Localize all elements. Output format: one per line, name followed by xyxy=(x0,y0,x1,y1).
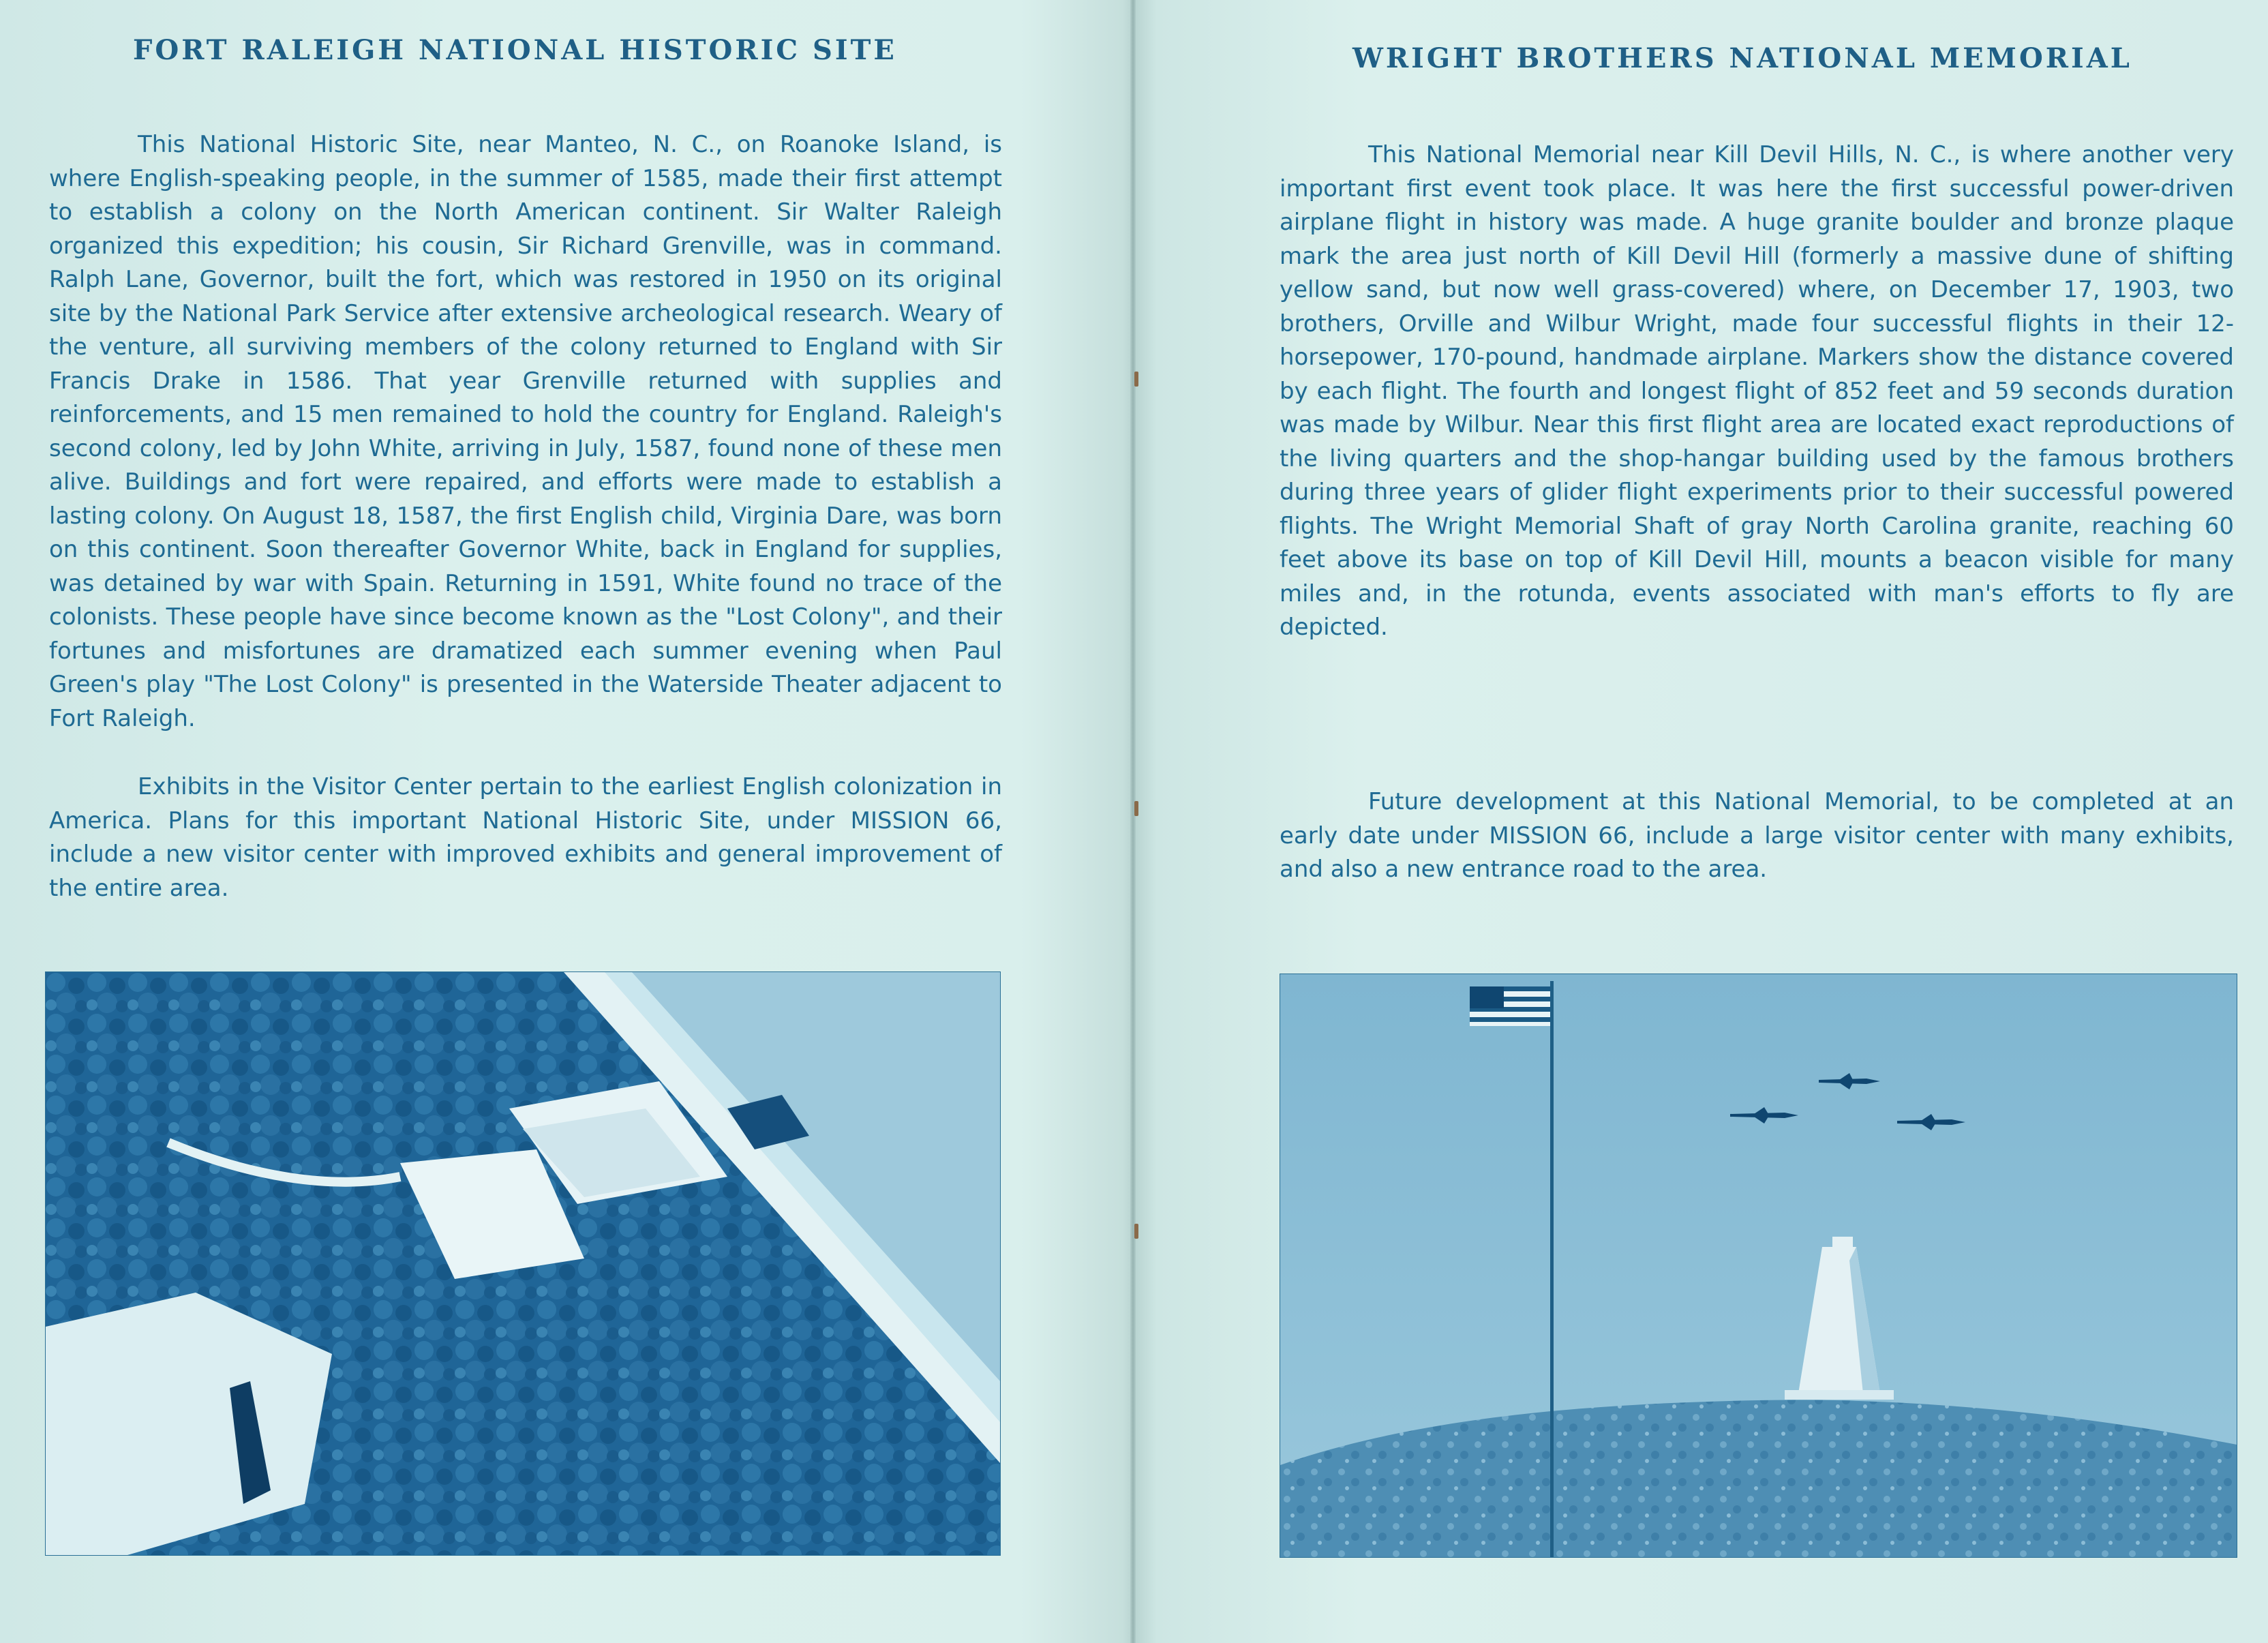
fort-raleigh-paragraph-2: Exhibits in the Visitor Center pertain to the earliest English colonization in America. Plans for this important National Historic Site, under MISSION 66, include a new visitor center with improved exhibits and general improvement of the entire area. xyxy=(49,773,1002,902)
memorial-photo-graphic xyxy=(1280,974,2237,1557)
wright-brothers-paragraph-1: This National Memorial near Kill Devil Hills, N. C., is where another very important first event took place. It was here the first successful power-driven airplane flight in history was made. A huge granite boulder and bronze plaque mark the area just north of Kill Devil Hill (formerly a massive dune of shifting yellow sand, but now well grass-covered) where, on December 17, 1903, two brothers, Orville and Wilbur Wright, made four successful flights in their 12-horsepower, 170-pound, handmade airplane. Markers show the distance covered by each flight. The fourth and longest flight of 852 feet and 59 seconds duration was made by Wilbur. Near this first flight area are located exact reproductions of the living quarters and the shop-hangar building used by the famous brothers during three years of glider flight experiments prior to their successful powered flights. The Wright Memorial Shaft of gray North Carolina granite, reaching 60 feet above its base on top of Kill Devil Hill, mounts a beacon visible for many miles and, in the rotunda, events associated with man's efforts to fly are depicted. xyxy=(1280,141,2234,641)
aerial-photo-graphic xyxy=(46,972,1000,1555)
right-page xyxy=(1138,0,2268,1643)
wright-brothers-paragraph-2: Future development at this National Memorial, to be completed at an early date under MISSION 66, include a large visitor center with many exhibits, and also a new entrance road to the area. xyxy=(1280,788,2234,883)
fort-raleigh-title: FORT RALEIGH NATIONAL HISTORIC SITE xyxy=(133,34,897,66)
fort-raleigh-paragraph-1: This National Historic Site, near Manteo, N. C., on Roanoke Island, is where English-speaking people, in the summer of 1585, made their first attempt to establish a colony on the North American continent. Sir Walter Raleigh organized this expedition; his cousin, Sir Richard Grenville, was in command. Ralph Lane, Governor, built the fort, which was restored in 1950 on its original site by the National Park Service after extensive archeological research. Weary of the venture, all surviving members of the colony returned to England with Sir Francis Drake in 1586. That year Grenville returned with supplies and reinforcements, and 15 men remained to hold the country for England. Raleigh's second colony, led by John White, arriving in July, 1587, found none of these men alive. Buildings and fort were repaired, and efforts were made to establish a lasting colony. On August 18, 1587, the first English child, Virginia Dare, was born on this continent. Soon thereafter Governor White, back in England for supplies, was detained by war with Spain. Returning in 1591, White found no trace of the colonists. These people have since become known as the "Lost Colony", and their fortunes and misfortunes are dramatized each summer evening when Paul Green's play "The Lost Colony" is presented in the Waterside Theater adjacent to Fort Raleigh. xyxy=(49,131,1002,732)
wright-brothers-title: WRIGHT BROTHERS NATIONAL MEMORIAL xyxy=(1352,42,2132,74)
fort-raleigh-aerial-photo xyxy=(45,971,1001,1556)
wright-memorial-photo xyxy=(1280,974,2237,1558)
us-flag xyxy=(1470,986,1550,1026)
left-page xyxy=(0,0,1132,1643)
